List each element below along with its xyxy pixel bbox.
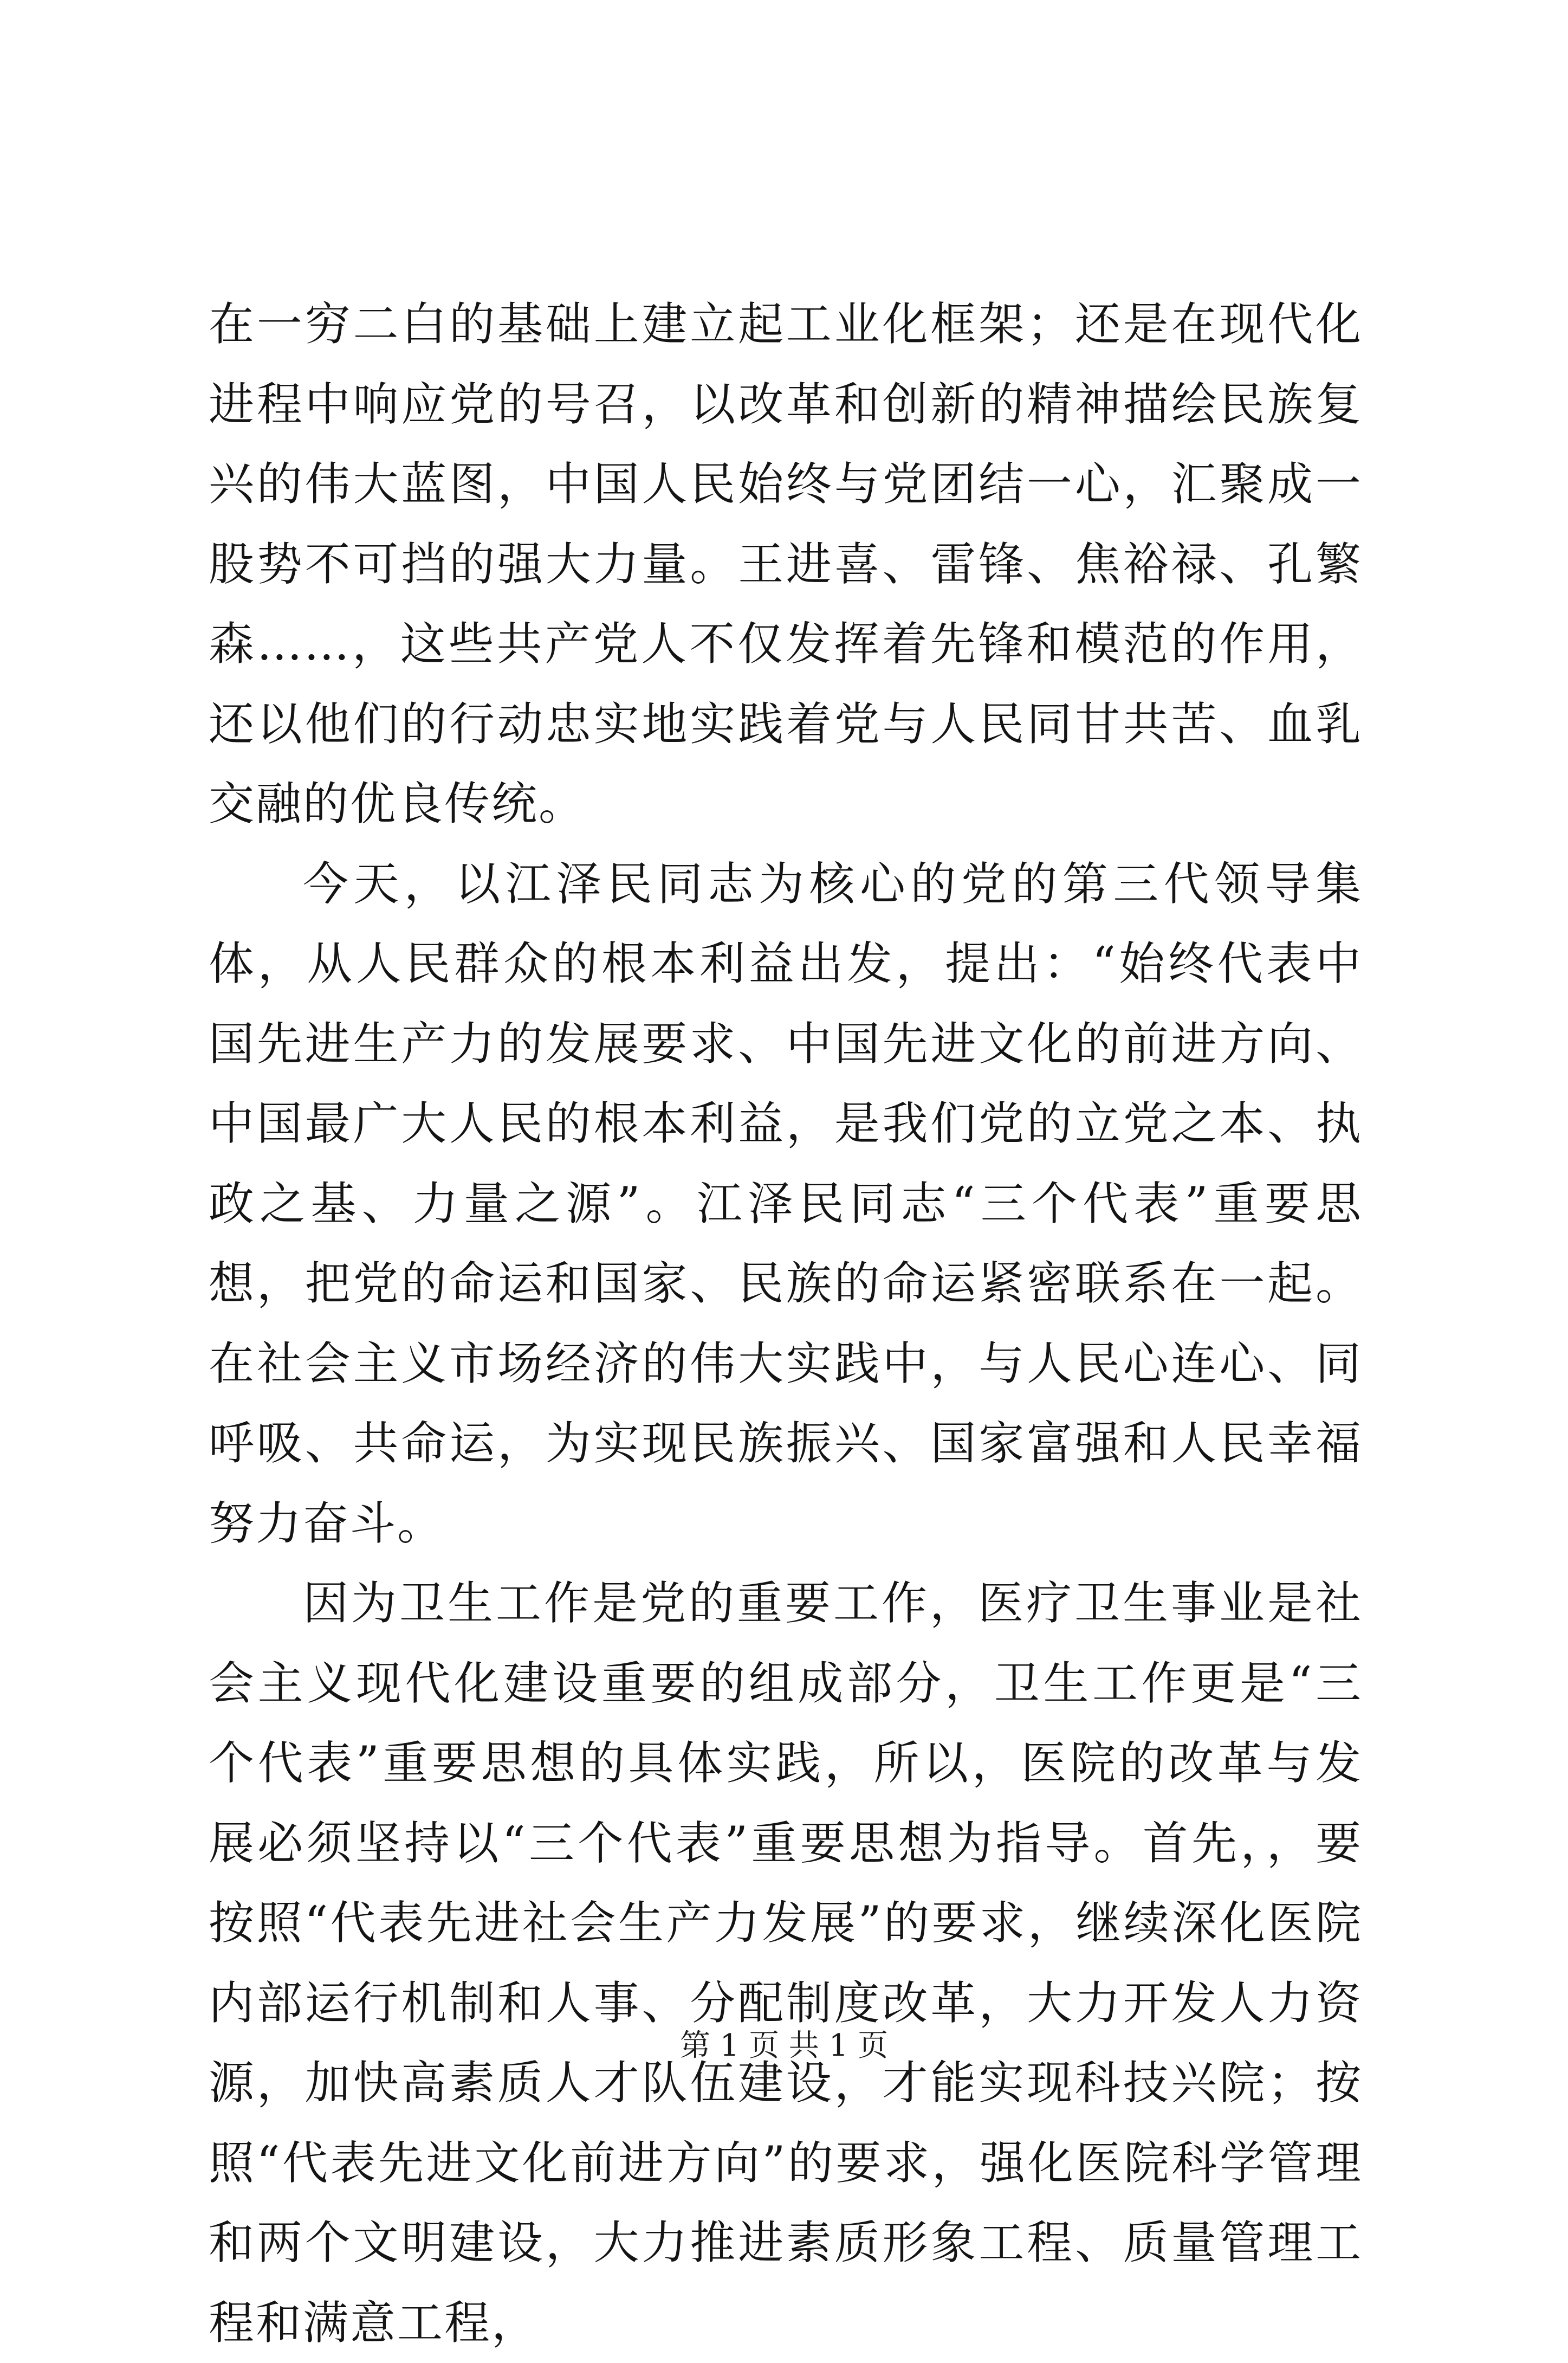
body-paragraph-3: 因为卫生工作是党的重要工作，医疗卫生事业是社会主义现代化建设重要的组成部分，卫生工作更是“三个代表”重要思想的具体实践，所以，医院的改革与发展必须坚持以“三个代表”重要思想为指导。首先，，要按照“代表先进社会生产力发展”的要求，继续深化医院内部运行机制和人事、分配制度改革，大力开发人力资源，加快高素质人才队伍建设，才能实现科技兴院；按照“代表先进文化前进方向”的要求，强化医院科学管理和两个文明建设，大力推进素质形象工程、质量管理工程和满意工程， [209,1577,1363,2349]
body-paragraph-1: 在一穷二白的基础上建立起工业化框架；还是在现代化进程中响应党的号召，以改革和创新的精神描绘民族复兴的伟大蓝图，中国人民始终与党团结一心，汇聚成一股势不可挡的强大力量。王进喜、雷锋、焦裕禄、孔繁森……，这些共产党人不仅发挥着先锋和模范的作用，还以他们的行动忠实地实践着党与人民同甘共苦、血乳交融的优良传统。 [209,298,1363,830]
page-number-footer: 第 1 页 共 1 页 [679,2028,889,2063]
body-paragraph-2: 今天，以江泽民同志为核心的党的第三代领导集体，从人民群众的根本利益出发，提出：“始终代表中国先进生产力的发展要求、中国先进文化的前进方向、中国最广大人民的根本利益，是我们党的立党之本、执政之基、力量之源”。江泽民同志“三个代表”重要思想，把党的命运和国家、民族的命运紧密联系在一起。在社会主义市场经济的伟大实践中，与人民心连心、同呼吸、共命运，为实现民族振兴、国家富强和人民幸福努力奋斗。 [209,857,1363,1550]
